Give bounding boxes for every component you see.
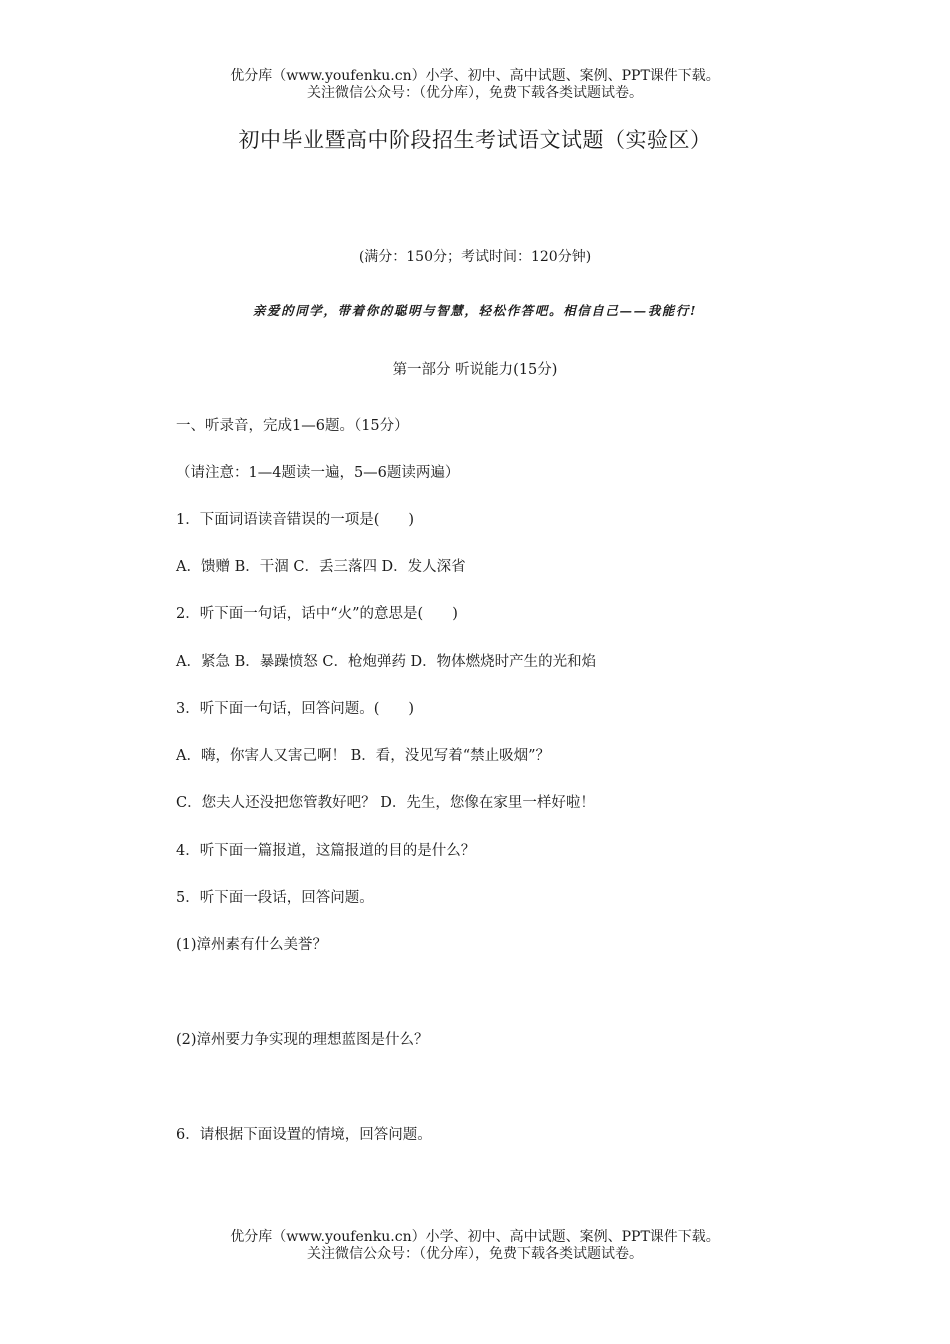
question-6: 6．请根据下面设置的情境，回答问题。: [176, 1127, 432, 1143]
question-1: 1．下面词语读音错误的一项是( ): [176, 512, 415, 528]
section-title: 一、听录音，完成1—6题。（15分）: [176, 418, 409, 434]
header-line-1: 优分库（www.youfenku.cn）小学、初中、高中试题、案例、PPT课件下载。: [230, 68, 720, 84]
exam-title: 初中毕业暨高中阶段招生考试语文试题（实验区）: [238, 128, 712, 152]
part-title: 第一部分 听说能力(15分): [392, 362, 558, 378]
header-line-2: 关注微信公众号：（优分库），免费下载各类试题试卷。: [307, 85, 643, 101]
question-5: 5．听下面一段话，回答问题。: [176, 890, 374, 906]
question-2-options: A．紧急 B．暴躁愤怒 C．枪炮弹药 D．物体燃烧时产生的光和焰: [176, 654, 597, 670]
question-3-options-ab: A．嗨，你害人又害己啊！ B．看，没见写着“禁止吸烟”？: [176, 748, 551, 764]
page-footer: [0, 1229, 950, 1263]
question-1-options: A．馈赠 B．干涸 C．丢三落四 D．发人深省: [176, 559, 466, 575]
page-header: [0, 68, 950, 102]
question-2: 2．听下面一句话，话中“火”的意思是( ): [176, 606, 458, 622]
question-4: 4．听下面一篇报道，这篇报道的目的是什么？: [176, 843, 476, 859]
question-3-options-cd: C．您夫人还没把您管教好吧？ D．先生，您像在家里一样好啦！: [176, 795, 595, 811]
footer-line-1: 优分库（www.youfenku.cn）小学、初中、高中试题、案例、PPT课件下载。: [230, 1229, 720, 1245]
greeting: 亲爱的同学，带着你的聪明与智慧，轻松作答吧。相信自己——我能行!: [252, 303, 698, 318]
footer-line-2: 关注微信公众号：（优分库），免费下载各类试题试卷。: [307, 1246, 643, 1262]
question-5-1: (1)漳州素有什么美誉？: [176, 937, 328, 953]
section-note: （请注意：1—4题读一遍，5—6题读两遍）: [176, 465, 460, 481]
question-5-2: (2)漳州要力争实现的理想蓝图是什么？: [176, 1032, 429, 1048]
score-info: (满分：150分；考试时间：120分钟): [358, 249, 592, 265]
question-3: 3．听下面一句话，回答问题。( ): [176, 701, 415, 717]
